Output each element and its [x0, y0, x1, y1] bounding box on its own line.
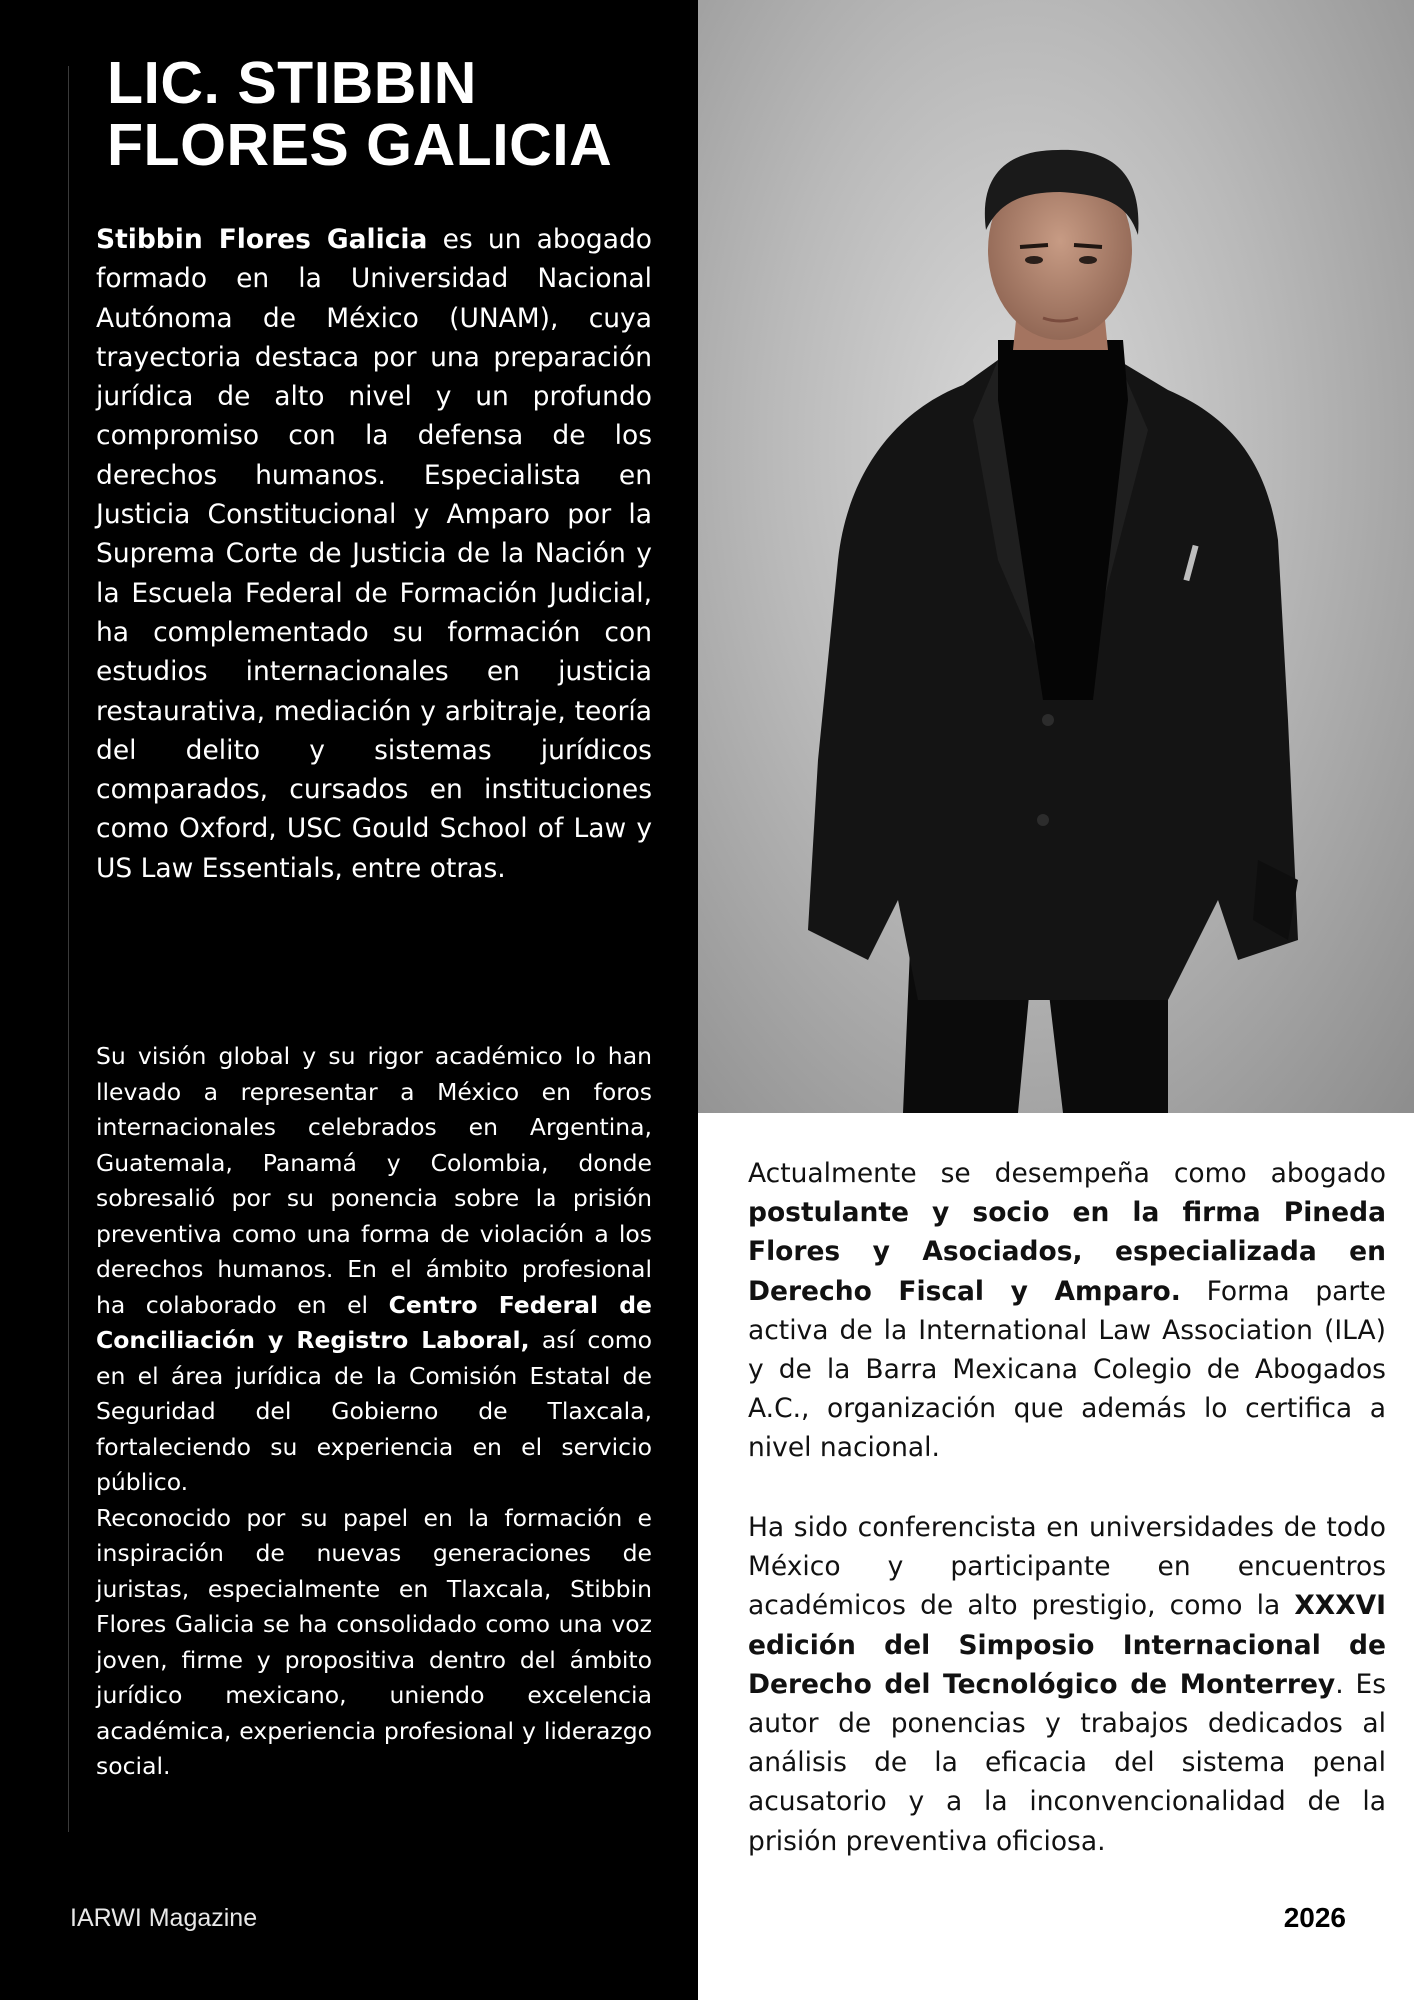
left-panel — [0, 0, 698, 2000]
right-paragraph-1-bold: postulante y socio en la firma Pineda Flores y Asociados, especializada en Derecho Fiscal y Amparo. — [748, 1197, 1386, 1307]
right-paragraph-2 — [748, 1508, 1386, 1861]
right-paragraph-1-text-b: Forma parte activa de la International Law Association (ILA) y de la Barra Mexicana Colegio de Abogados A.C., organización que además lo certifica a nivel nacional. — [748, 1275, 1386, 1464]
issue-year: 2026 — [1283, 1902, 1346, 1933]
bio-paragraph-1 — [96, 220, 652, 888]
page-title — [107, 52, 687, 176]
bio-paragraph-2 — [96, 1039, 652, 1785]
magazine-name: IARWI Magazine — [70, 1904, 258, 1932]
right-paragraph-2-text-b: . Es autor de ponencias y trabajos dedicados al análisis de la eficacia del sistema penal acusatorio y a la inconvencionalidad de la prisión preventiva oficiosa. — [748, 1668, 1386, 1857]
right-paragraph-2-text-a: Ha sido conferencista en universidades de todo México y participante en encuentros académicos de alto prestigio, como la — [748, 1512, 1386, 1622]
title-line-1: LIC. STIBBIN — [107, 50, 477, 116]
portrait-illustration — [698, 0, 1414, 1113]
bio-name-bold: Stibbin Flores Galicia — [96, 224, 428, 255]
bio-paragraph-2-text-b: así como en el área jurídica de la Comisión Estatal de Seguridad del Gobierno de Tlaxcala, fortaleciendo su experiencia en el servicio público. — [96, 1326, 652, 1496]
title-line-2: FLORES GALICIA — [107, 112, 613, 178]
bio-paragraph-1-text: es un abogado formado en la Universidad Nacional Autónoma de México (UNAM), cuya trayectoria destaca por una preparación jurídica de alto nivel y un profundo compromiso con la defensa de los derechos humanos. Especialista en Justicia Constitucional y Amparo por la Suprema Corte de Justicia de la Nación y la Escuela Federal de Formación Judicial, ha complementado su formación con estudios internacionales en justicia restaurativa, mediación y arbitraje, teoría del delito y sistemas jurídicos comparados, cursados en instituciones como Oxford, USC Gould School of Law y US Law Essentials, entre otras. — [96, 224, 653, 884]
vertical-divider — [68, 66, 69, 1832]
right-paragraph-1-text-a: Actualmente se desempeña como abogado — [748, 1158, 1386, 1189]
bio-paragraph-2-bold: Centro Federal de Conciliación y Registro Laboral, — [96, 1290, 652, 1354]
right-paragraph-2-bold: XXXVI edición del Simposio Internacional de Derecho del Tecnológico de Monterrey — [748, 1590, 1386, 1700]
portrait-photo — [698, 0, 1414, 1113]
bio-paragraph-2-text-a: Su visión global y su rigor académico lo han llevado a representar a México en foros internacionales celebrados en Argentina, Guatemala, Panamá y Colombia, donde sobresalió por su ponencia sobre la prisión preventiva como una forma de violación a los derechos humanos. En el ámbito profesional ha colaborado en el — [96, 1042, 652, 1319]
bio-paragraph-3-text: Reconocido por su papel en la formación e inspiración de nuevas generaciones de juristas, especialmente en Tlaxcala, Stibbin Flores Galicia se ha consolidado como una voz joven, firme y propositiva dentro del ámbito jurídico mexicano, uniendo excelencia académica, experiencia profesional y liderazgo social. — [96, 1503, 652, 1780]
right-paragraph-1 — [748, 1154, 1386, 1468]
